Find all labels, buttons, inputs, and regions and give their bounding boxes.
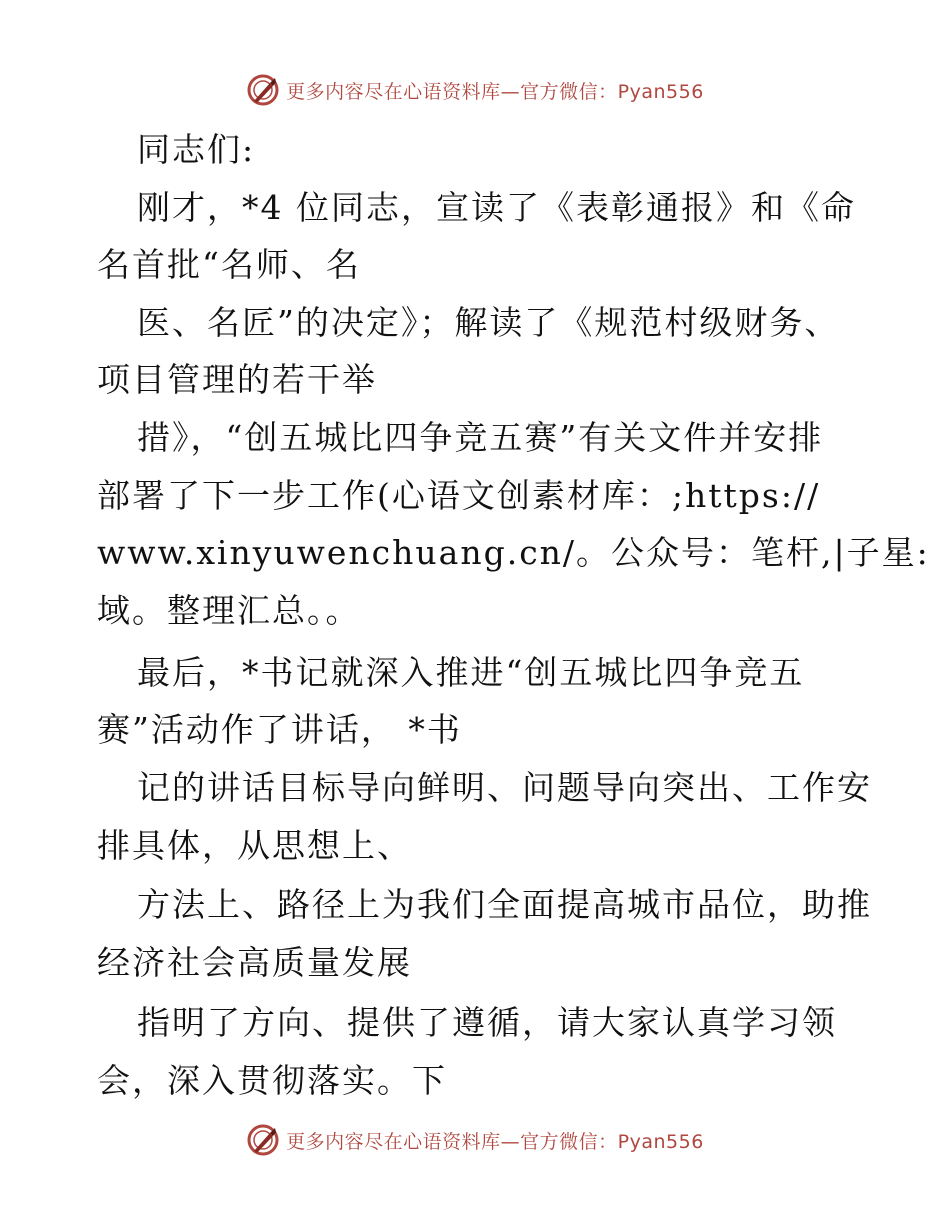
- text-line: 项目管理的若干举: [97, 360, 377, 399]
- text-line: 方法上、路径上为我们全面提高城市品位，助推: [137, 885, 872, 924]
- text-line: 名首批“名师、名: [97, 245, 361, 284]
- text-line: 经济社会高质量发展: [97, 943, 412, 982]
- header-banner-text: 更多内容尽在心语资料库—官方微信：Pyan556: [286, 80, 704, 103]
- text-line: 会，深入贯彻落实。下: [97, 1061, 447, 1100]
- text-line: 最后，*书记就深入推进“创五城比四争竞五: [137, 653, 805, 692]
- text-line: 域。整理汇总。。: [97, 591, 361, 630]
- footer-banner: [0, 1120, 950, 1160]
- text-line: 刚才，*4 位同志，宣读了《表彰通报》和《命: [137, 188, 856, 227]
- quill-pen-logo-icon: [246, 73, 280, 107]
- text-line: 赛”活动作了讲话， *书: [97, 710, 462, 749]
- text-line: 措》，“创五城比四争竞五赛”有关文件并安排: [137, 418, 824, 457]
- text-line: 记的讲话目标导向鲜明、问题导向突出、工作安: [137, 768, 872, 807]
- text-line: 排具体，从思想上、: [97, 826, 412, 865]
- text-line: 部署了下一步工作(心语文创素材库：;https://: [97, 476, 821, 515]
- footer-banner-text: 更多内容尽在心语资料库—官方微信：Pyan556: [286, 1130, 704, 1153]
- text-line: 指明了方向、提供了遵循，请大家认真学习领: [137, 1003, 837, 1042]
- text-line: 同志们:: [137, 130, 256, 169]
- header-banner: [0, 70, 950, 110]
- quill-pen-logo-icon: [246, 1123, 280, 1157]
- text-line: www.xinyuwenchuang.cn/。公众号：笔杆,|子星:: [97, 533, 930, 572]
- text-line: 医、名匠”的决定》；解读了《规范村级财务、: [137, 303, 840, 342]
